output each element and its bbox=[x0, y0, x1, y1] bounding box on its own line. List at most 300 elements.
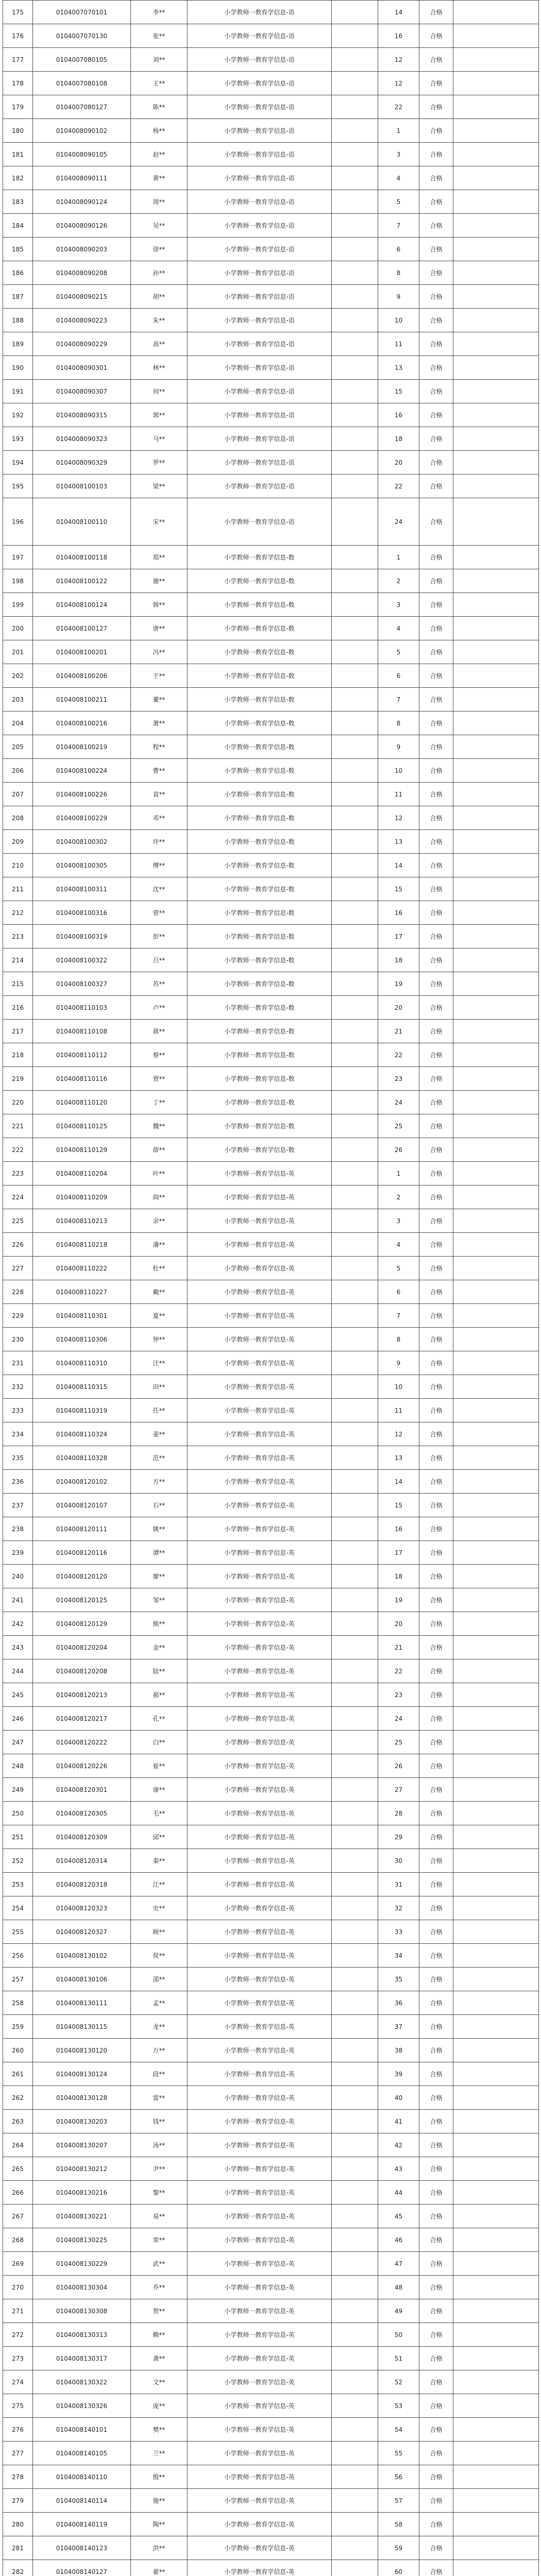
remark-cell bbox=[453, 2442, 539, 2465]
result-cell: 合格 bbox=[419, 640, 453, 664]
rank-cell: 43 bbox=[378, 2157, 419, 2181]
exam-id-cell: 0104008120116 bbox=[33, 1541, 131, 1565]
result-cell: 合格 bbox=[419, 1991, 453, 2015]
result-cell: 合格 bbox=[419, 2442, 453, 2465]
candidate-name-cell: 汪** bbox=[131, 1351, 188, 1375]
candidate-name-cell: 郝** bbox=[131, 1683, 188, 1707]
row-number-cell: 279 bbox=[3, 2489, 33, 2513]
result-cell: 合格 bbox=[419, 380, 453, 403]
table-row bbox=[3, 1896, 539, 1920]
table-row bbox=[3, 2015, 539, 2039]
table-row bbox=[3, 214, 539, 238]
candidate-name-cell: 万** bbox=[131, 2039, 188, 2062]
position-name-cell: 小学教师一教育学信息-英 bbox=[188, 1541, 332, 1565]
results-table-body bbox=[3, 1, 539, 2576]
exam-id-cell: 0104008130304 bbox=[33, 2276, 131, 2299]
table-row bbox=[3, 1707, 539, 1731]
rank-cell: 9 bbox=[378, 735, 419, 759]
row-number-cell: 232 bbox=[3, 1375, 33, 1399]
remark-cell bbox=[453, 238, 539, 261]
result-cell: 合格 bbox=[419, 2039, 453, 2062]
rank-cell: 55 bbox=[378, 2442, 419, 2465]
position-name-cell: 小学教师一教育学信息-语 bbox=[188, 72, 332, 95]
row-number-cell: 194 bbox=[3, 451, 33, 474]
candidate-name-cell: 孟** bbox=[131, 1991, 188, 2015]
candidate-name-cell: 殷** bbox=[131, 2465, 188, 2489]
score-cell bbox=[332, 143, 378, 166]
score-cell bbox=[332, 261, 378, 285]
remark-cell bbox=[453, 309, 539, 332]
row-number-cell: 237 bbox=[3, 1494, 33, 1517]
result-cell: 合格 bbox=[419, 996, 453, 1020]
candidate-name-cell: 孔** bbox=[131, 1707, 188, 1731]
rank-cell: 6 bbox=[378, 664, 419, 688]
exam-id-cell: 0104008130102 bbox=[33, 1944, 131, 1968]
remark-cell bbox=[453, 119, 539, 143]
result-cell: 合格 bbox=[419, 2370, 453, 2394]
position-name-cell: 小学教师一教育学信息-英 bbox=[188, 2347, 332, 2370]
row-number-cell: 206 bbox=[3, 759, 33, 783]
row-number-cell: 181 bbox=[3, 143, 33, 166]
position-name-cell: 小学教师一教育学信息-英 bbox=[188, 1731, 332, 1754]
score-cell bbox=[332, 1920, 378, 1944]
score-cell bbox=[332, 1825, 378, 1849]
result-cell: 合格 bbox=[419, 143, 453, 166]
rank-cell: 37 bbox=[378, 2015, 419, 2039]
row-number-cell: 195 bbox=[3, 474, 33, 498]
exam-id-cell: 0104008090102 bbox=[33, 119, 131, 143]
remark-cell bbox=[453, 498, 539, 546]
rank-cell: 42 bbox=[378, 2133, 419, 2157]
candidate-name-cell: 方** bbox=[131, 1470, 188, 1494]
exam-id-cell: 0104008090126 bbox=[33, 214, 131, 238]
row-number-cell: 263 bbox=[3, 2110, 33, 2133]
position-name-cell: 小学教师一教育学信息-英 bbox=[188, 1280, 332, 1304]
result-cell: 合格 bbox=[419, 1683, 453, 1707]
row-number-cell: 248 bbox=[3, 1754, 33, 1778]
table-row bbox=[3, 95, 539, 119]
position-name-cell: 小学教师一教育学信息-英 bbox=[188, 1636, 332, 1659]
rank-cell: 22 bbox=[378, 95, 419, 119]
table-row bbox=[3, 735, 539, 759]
score-cell bbox=[332, 1754, 378, 1778]
remark-cell bbox=[453, 2228, 539, 2252]
candidate-name-cell: 董** bbox=[131, 688, 188, 711]
table-row bbox=[3, 1446, 539, 1470]
result-cell: 合格 bbox=[419, 2252, 453, 2276]
candidate-name-cell: 顾** bbox=[131, 1920, 188, 1944]
table-row bbox=[3, 2299, 539, 2323]
row-number-cell: 252 bbox=[3, 1849, 33, 1873]
exam-id-cell: 0104008120323 bbox=[33, 1896, 131, 1920]
exam-id-cell: 0104008100319 bbox=[33, 925, 131, 948]
remark-cell bbox=[453, 2039, 539, 2062]
rank-cell: 20 bbox=[378, 1612, 419, 1636]
table-row bbox=[3, 783, 539, 806]
score-cell bbox=[332, 1849, 378, 1873]
row-number-cell: 222 bbox=[3, 1138, 33, 1162]
remark-cell bbox=[453, 2513, 539, 2536]
position-name-cell: 小学教师一教育学信息-数 bbox=[188, 688, 332, 711]
row-number-cell: 193 bbox=[3, 427, 33, 451]
rank-cell: 15 bbox=[378, 1494, 419, 1517]
rank-cell: 25 bbox=[378, 1114, 419, 1138]
exam-id-cell: 0104008130128 bbox=[33, 2086, 131, 2110]
score-cell bbox=[332, 1233, 378, 1257]
remark-cell bbox=[453, 72, 539, 95]
candidate-name-cell: 黎** bbox=[131, 2181, 188, 2205]
remark-cell bbox=[453, 474, 539, 498]
candidate-name-cell: 吕** bbox=[131, 948, 188, 972]
table-row bbox=[3, 1138, 539, 1162]
score-cell bbox=[332, 24, 378, 48]
table-row bbox=[3, 2252, 539, 2276]
table-row bbox=[3, 1659, 539, 1683]
table-row bbox=[3, 1588, 539, 1612]
rank-cell: 18 bbox=[378, 427, 419, 451]
remark-cell bbox=[453, 664, 539, 688]
exam-id-cell: 0104008090315 bbox=[33, 403, 131, 427]
result-cell: 合格 bbox=[419, 2181, 453, 2205]
position-name-cell: 小学教师一教育学信息-英 bbox=[188, 1896, 332, 1920]
exam-id-cell: 0104008120204 bbox=[33, 1636, 131, 1659]
row-number-cell: 200 bbox=[3, 617, 33, 640]
result-cell: 合格 bbox=[419, 1257, 453, 1280]
rank-cell: 47 bbox=[378, 2252, 419, 2276]
rank-cell: 57 bbox=[378, 2489, 419, 2513]
row-number-cell: 234 bbox=[3, 1422, 33, 1446]
remark-cell bbox=[453, 2252, 539, 2276]
score-cell bbox=[332, 2418, 378, 2442]
position-name-cell: 小学教师一教育学信息-语 bbox=[188, 356, 332, 380]
row-number-cell: 215 bbox=[3, 972, 33, 996]
table-row bbox=[3, 1612, 539, 1636]
table-row bbox=[3, 2276, 539, 2299]
rank-cell: 44 bbox=[378, 2181, 419, 2205]
position-name-cell: 小学教师一教育学信息-英 bbox=[188, 2513, 332, 2536]
score-cell bbox=[332, 830, 378, 854]
result-cell: 合格 bbox=[419, 1185, 453, 1209]
candidate-name-cell: 马** bbox=[131, 427, 188, 451]
position-name-cell: 小学教师一教育学信息-数 bbox=[188, 617, 332, 640]
score-cell bbox=[332, 1209, 378, 1233]
row-number-cell: 192 bbox=[3, 403, 33, 427]
remark-cell bbox=[453, 2015, 539, 2039]
position-name-cell: 小学教师一教育学信息-英 bbox=[188, 1304, 332, 1328]
exam-id-cell: 0104008110209 bbox=[33, 1185, 131, 1209]
position-name-cell: 小学教师一教育学信息-数 bbox=[188, 759, 332, 783]
row-number-cell: 228 bbox=[3, 1280, 33, 1304]
result-cell: 合格 bbox=[419, 1446, 453, 1470]
position-name-cell: 小学教师一教育学信息-数 bbox=[188, 830, 332, 854]
score-cell bbox=[332, 593, 378, 617]
result-cell: 合格 bbox=[419, 1304, 453, 1328]
candidate-name-cell: 陶** bbox=[131, 2513, 188, 2536]
table-row bbox=[3, 2110, 539, 2133]
candidate-name-cell: 廖** bbox=[131, 1565, 188, 1588]
row-number-cell: 183 bbox=[3, 190, 33, 214]
exam-id-cell: 0104008120213 bbox=[33, 1683, 131, 1707]
row-number-cell: 256 bbox=[3, 1944, 33, 1968]
position-name-cell: 小学教师一教育学信息-数 bbox=[188, 783, 332, 806]
score-cell bbox=[332, 901, 378, 925]
rank-cell: 6 bbox=[378, 1280, 419, 1304]
exam-id-cell: 0104008120305 bbox=[33, 1802, 131, 1825]
candidate-name-cell: 夏** bbox=[131, 1304, 188, 1328]
score-cell bbox=[332, 2252, 378, 2276]
table-row bbox=[3, 166, 539, 190]
candidate-name-cell: 朱** bbox=[131, 309, 188, 332]
candidate-name-cell: 金** bbox=[131, 1636, 188, 1659]
position-name-cell: 小学教师一教育学信息-英 bbox=[188, 1399, 332, 1422]
result-cell: 合格 bbox=[419, 238, 453, 261]
table-row bbox=[3, 498, 539, 546]
result-cell: 合格 bbox=[419, 711, 453, 735]
exam-id-cell: 0104008130225 bbox=[33, 2228, 131, 2252]
rank-cell: 52 bbox=[378, 2370, 419, 2394]
row-number-cell: 202 bbox=[3, 664, 33, 688]
result-cell: 合格 bbox=[419, 1399, 453, 1422]
result-cell: 合格 bbox=[419, 735, 453, 759]
result-cell: 合格 bbox=[419, 1825, 453, 1849]
exam-id-cell: 0104008110315 bbox=[33, 1375, 131, 1399]
exam-id-cell: 0104008110222 bbox=[33, 1257, 131, 1280]
table-row bbox=[3, 996, 539, 1020]
exam-id-cell: 0104008100127 bbox=[33, 617, 131, 640]
candidate-name-cell: 薛** bbox=[131, 1138, 188, 1162]
position-name-cell: 小学教师一教育学信息-数 bbox=[188, 1114, 332, 1138]
table-row bbox=[3, 24, 539, 48]
score-cell bbox=[332, 854, 378, 877]
result-cell: 合格 bbox=[419, 1920, 453, 1944]
candidate-name-cell: 孙** bbox=[131, 261, 188, 285]
candidate-name-cell: 罗** bbox=[131, 451, 188, 474]
results-table bbox=[3, 0, 539, 2576]
rank-cell: 3 bbox=[378, 143, 419, 166]
remark-cell bbox=[453, 1304, 539, 1328]
row-number-cell: 220 bbox=[3, 1091, 33, 1114]
candidate-name-cell: 林** bbox=[131, 356, 188, 380]
score-cell bbox=[332, 1422, 378, 1446]
position-name-cell: 小学教师一教育学信息-数 bbox=[188, 735, 332, 759]
exam-id-cell: 0104008110116 bbox=[33, 1067, 131, 1091]
result-cell: 合格 bbox=[419, 24, 453, 48]
row-number-cell: 184 bbox=[3, 214, 33, 238]
exam-id-cell: 0104008120301 bbox=[33, 1778, 131, 1802]
candidate-name-cell: 姜** bbox=[131, 1422, 188, 1446]
position-name-cell: 小学教师一教育学信息-英 bbox=[188, 2276, 332, 2299]
position-name-cell: 小学教师一教育学信息-英 bbox=[188, 1233, 332, 1257]
position-name-cell: 小学教师一教育学信息-英 bbox=[188, 1494, 332, 1517]
position-name-cell: 小学教师一教育学信息-语 bbox=[188, 48, 332, 72]
remark-cell bbox=[453, 1185, 539, 1209]
candidate-name-cell: 蒋** bbox=[131, 1020, 188, 1043]
table-row bbox=[3, 2394, 539, 2418]
remark-cell bbox=[453, 2062, 539, 2086]
row-number-cell: 270 bbox=[3, 2276, 33, 2299]
exam-id-cell: 0104008100118 bbox=[33, 546, 131, 569]
position-name-cell: 小学教师一教育学信息-英 bbox=[188, 1659, 332, 1683]
candidate-name-cell: 吴** bbox=[131, 214, 188, 238]
exam-id-cell: 0104008140127 bbox=[33, 2560, 131, 2576]
remark-cell bbox=[453, 1778, 539, 1802]
score-cell bbox=[332, 72, 378, 95]
table-row bbox=[3, 1968, 539, 1991]
remark-cell bbox=[453, 1422, 539, 1446]
score-cell bbox=[332, 356, 378, 380]
exam-id-cell: 0104008110103 bbox=[33, 996, 131, 1020]
score-cell bbox=[332, 1375, 378, 1399]
remark-cell bbox=[453, 1659, 539, 1683]
remark-cell bbox=[453, 2157, 539, 2181]
table-row bbox=[3, 72, 539, 95]
remark-cell bbox=[453, 2181, 539, 2205]
result-cell: 合格 bbox=[419, 1067, 453, 1091]
score-cell bbox=[332, 996, 378, 1020]
candidate-name-cell: 沈** bbox=[131, 877, 188, 901]
table-row bbox=[3, 1565, 539, 1588]
remark-cell bbox=[453, 190, 539, 214]
position-name-cell: 小学教师一教育学信息-语 bbox=[188, 95, 332, 119]
table-row bbox=[3, 1470, 539, 1494]
exam-id-cell: 0104008120222 bbox=[33, 1731, 131, 1754]
result-cell: 合格 bbox=[419, 1375, 453, 1399]
row-number-cell: 247 bbox=[3, 1731, 33, 1754]
row-number-cell: 264 bbox=[3, 2133, 33, 2157]
position-name-cell: 小学教师一教育学信息-数 bbox=[188, 877, 332, 901]
position-name-cell: 小学教师一教育学信息-数 bbox=[188, 925, 332, 948]
exam-id-cell: 0104008120129 bbox=[33, 1612, 131, 1636]
remark-cell bbox=[453, 427, 539, 451]
remark-cell bbox=[453, 1, 539, 24]
remark-cell bbox=[453, 1091, 539, 1114]
row-number-cell: 254 bbox=[3, 1896, 33, 1920]
result-cell: 合格 bbox=[419, 2205, 453, 2228]
position-name-cell: 小学教师一教育学信息-英 bbox=[188, 1849, 332, 1873]
candidate-name-cell: 熊** bbox=[131, 1612, 188, 1636]
result-cell: 合格 bbox=[419, 1896, 453, 1920]
score-cell bbox=[332, 238, 378, 261]
remark-cell bbox=[453, 1636, 539, 1659]
exam-id-cell: 0104008100201 bbox=[33, 640, 131, 664]
result-cell: 合格 bbox=[419, 1020, 453, 1043]
table-row bbox=[3, 1849, 539, 1873]
position-name-cell: 小学教师一教育学信息-英 bbox=[188, 1754, 332, 1778]
score-cell bbox=[332, 1494, 378, 1517]
candidate-name-cell: 彭** bbox=[131, 925, 188, 948]
row-number-cell: 281 bbox=[3, 2536, 33, 2560]
exam-id-cell: 0104008100302 bbox=[33, 830, 131, 854]
rank-cell: 7 bbox=[378, 688, 419, 711]
candidate-name-cell: 汤** bbox=[131, 2133, 188, 2157]
score-cell bbox=[332, 948, 378, 972]
remark-cell bbox=[453, 877, 539, 901]
table-row bbox=[3, 1991, 539, 2015]
remark-cell bbox=[453, 2418, 539, 2442]
score-cell bbox=[332, 48, 378, 72]
position-name-cell: 小学教师一教育学信息-英 bbox=[188, 2181, 332, 2205]
remark-cell bbox=[453, 1825, 539, 1849]
remark-cell bbox=[453, 1446, 539, 1470]
table-row bbox=[3, 1517, 539, 1541]
table-row bbox=[3, 1304, 539, 1328]
result-cell: 合格 bbox=[419, 569, 453, 593]
score-cell bbox=[332, 95, 378, 119]
candidate-name-cell: 田** bbox=[131, 1375, 188, 1399]
table-row bbox=[3, 1114, 539, 1138]
score-cell bbox=[332, 1896, 378, 1920]
table-row bbox=[3, 2513, 539, 2536]
result-cell: 合格 bbox=[419, 309, 453, 332]
candidate-name-cell: 崔** bbox=[131, 1754, 188, 1778]
row-number-cell: 267 bbox=[3, 2205, 33, 2228]
row-number-cell: 240 bbox=[3, 1565, 33, 1588]
table-row bbox=[3, 948, 539, 972]
position-name-cell: 小学教师一教育学信息-英 bbox=[188, 1873, 332, 1896]
result-cell: 合格 bbox=[419, 2299, 453, 2323]
candidate-name-cell: 曾** bbox=[131, 901, 188, 925]
score-cell bbox=[332, 2442, 378, 2465]
position-name-cell: 小学教师一教育学信息-数 bbox=[188, 806, 332, 830]
rank-cell: 21 bbox=[378, 1636, 419, 1659]
table-row bbox=[3, 285, 539, 309]
score-cell bbox=[332, 451, 378, 474]
result-cell: 合格 bbox=[419, 1114, 453, 1138]
candidate-name-cell: 丁** bbox=[131, 1091, 188, 1114]
result-cell: 合格 bbox=[419, 854, 453, 877]
remark-cell bbox=[453, 1683, 539, 1707]
result-cell: 合格 bbox=[419, 1636, 453, 1659]
rank-cell: 56 bbox=[378, 2465, 419, 2489]
table-row bbox=[3, 1067, 539, 1091]
candidate-name-cell: 陆** bbox=[131, 1659, 188, 1683]
candidate-name-cell: 郑** bbox=[131, 546, 188, 569]
exam-id-cell: 0104008120217 bbox=[33, 1707, 131, 1731]
candidate-name-cell: 侯** bbox=[131, 1944, 188, 1968]
result-cell: 合格 bbox=[419, 403, 453, 427]
row-number-cell: 258 bbox=[3, 1991, 33, 2015]
score-cell bbox=[332, 972, 378, 996]
exam-id-cell: 0104007070101 bbox=[33, 1, 131, 24]
rank-cell: 10 bbox=[378, 759, 419, 783]
score-cell bbox=[332, 427, 378, 451]
table-row bbox=[3, 427, 539, 451]
table-row bbox=[3, 2205, 539, 2228]
row-number-cell: 219 bbox=[3, 1067, 33, 1091]
result-cell: 合格 bbox=[419, 2276, 453, 2299]
result-cell: 合格 bbox=[419, 830, 453, 854]
position-name-cell: 小学教师一教育学信息-英 bbox=[188, 2536, 332, 2560]
table-row bbox=[3, 1944, 539, 1968]
row-number-cell: 250 bbox=[3, 1802, 33, 1825]
remark-cell bbox=[453, 2560, 539, 2576]
rank-cell: 50 bbox=[378, 2323, 419, 2347]
exam-id-cell: 0104008090307 bbox=[33, 380, 131, 403]
exam-id-cell: 0104008130322 bbox=[33, 2370, 131, 2394]
result-cell: 合格 bbox=[419, 1043, 453, 1067]
result-cell: 合格 bbox=[419, 1541, 453, 1565]
score-cell bbox=[332, 1707, 378, 1731]
position-name-cell: 小学教师一教育学信息-语 bbox=[188, 451, 332, 474]
position-name-cell: 小学教师一教育学信息-英 bbox=[188, 2465, 332, 2489]
score-cell bbox=[332, 783, 378, 806]
exam-id-cell: 0104007080108 bbox=[33, 72, 131, 95]
remark-cell bbox=[453, 996, 539, 1020]
result-cell: 合格 bbox=[419, 2536, 453, 2560]
candidate-name-cell: 余** bbox=[131, 1209, 188, 1233]
score-cell bbox=[332, 119, 378, 143]
exam-id-cell: 0104008120208 bbox=[33, 1659, 131, 1683]
